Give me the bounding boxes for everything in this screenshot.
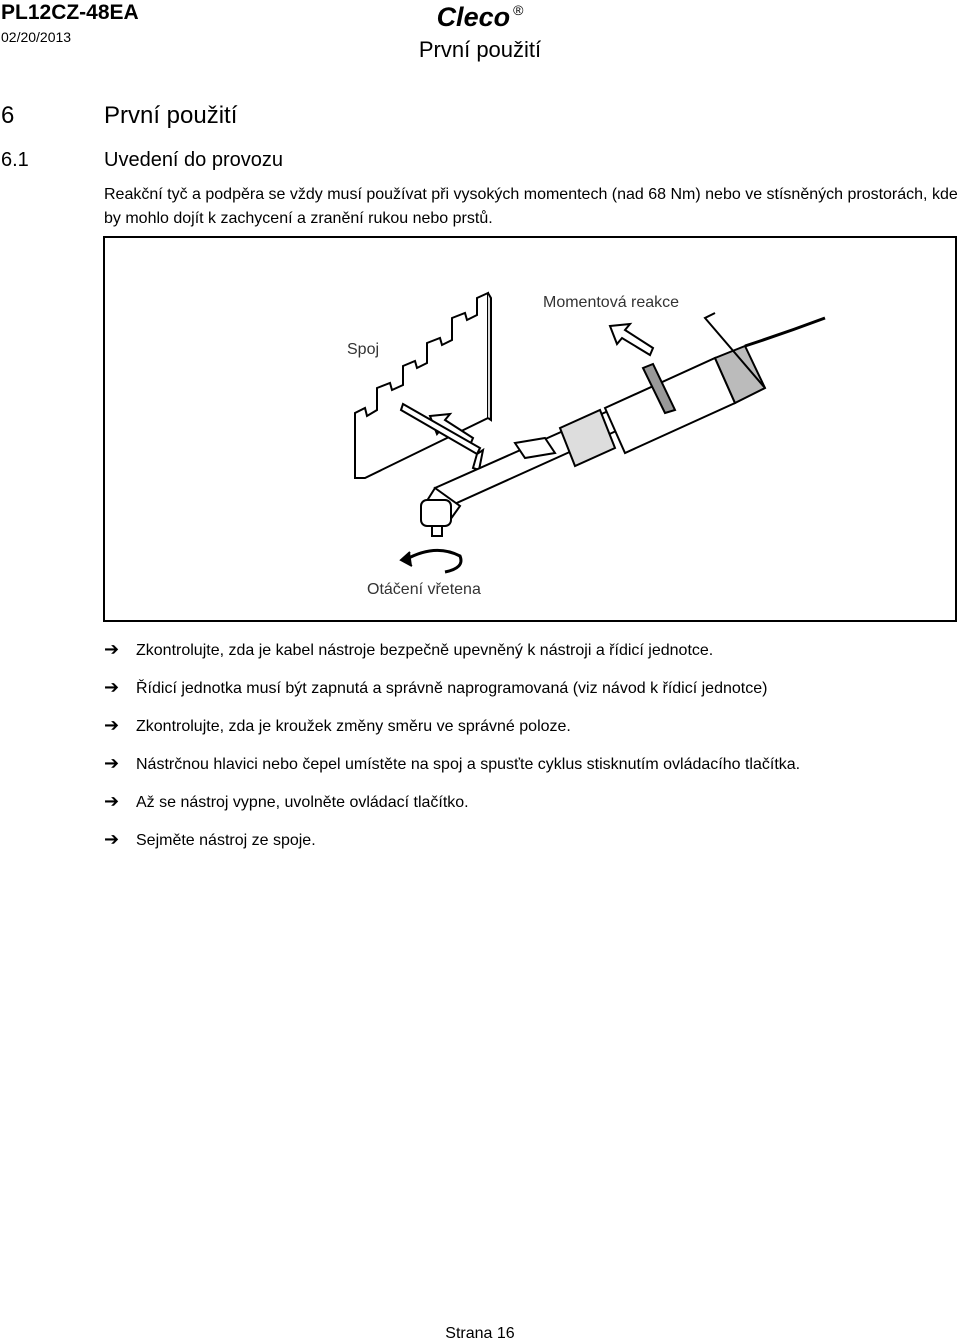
step-item [104, 753, 800, 775]
tool-cable [745, 318, 825, 346]
arrow-right-icon: ➔ [104, 677, 120, 697]
document-date: 02/20/2013 [1, 29, 72, 45]
step-item [104, 791, 469, 813]
label-joint: Spoj [347, 341, 380, 358]
brand-logo [0, 2, 960, 33]
brand-name: Cleco [436, 2, 511, 32]
spindle-rotation-arrow-icon [401, 550, 461, 572]
step-text: Až se nástroj vypne, uvolněte ovládací tlačítko. [136, 794, 469, 811]
label-torque-reaction: Momentová reakce [543, 294, 680, 311]
arrow-right-icon: ➔ [104, 639, 120, 659]
step-text: Řídicí jednotka musí být zapnutá a správně naprogramovaná (viz návod k řídicí jednotce) [136, 680, 768, 697]
heading1-number: 6 [1, 102, 15, 129]
step-item [104, 639, 713, 661]
arrow-right-icon: ➔ [104, 753, 120, 773]
step-text: Zkontrolujte, zda je kabel nástroje bezpečně upevněný k nástroji a řídicí jednotce. [136, 642, 714, 659]
document-code: PL12CZ-48EA [1, 1, 139, 24]
step-item [104, 829, 316, 851]
arrow-right-icon: ➔ [104, 829, 120, 849]
arrow-right-icon: ➔ [104, 715, 120, 735]
intro-paragraph: Reakční tyč a podpěra se vždy musí používat při vysokých momentech (nad 68 Nm) nebo ve stísněných prostorách, kde by mohlo dojít k zachycení a zranění rukou nebo prstů. [104, 186, 958, 227]
header-section-title: První použití [418, 37, 542, 62]
heading2-title: Uvedení do provozu [104, 149, 284, 171]
page-number: Strana 16 [445, 1325, 515, 1342]
heading1-title: První použití [104, 102, 238, 129]
step-text: Zkontrolujte, zda je kroužek změny směru ve správné poloze. [136, 718, 571, 735]
step-text: Nástrčnou hlavici nebo čepel umístěte na spoj a spusťte cyklus stisknutím ovládacího tlačítka. [136, 756, 801, 773]
step-item [104, 715, 571, 737]
heading2-number: 6.1 [1, 149, 29, 171]
tool-figure [103, 236, 957, 622]
label-spindle-rotation: Otáčení vřetena [367, 581, 481, 598]
registered-mark: ® [513, 2, 524, 18]
step-text: Sejměte nástroj ze spoje. [136, 832, 316, 849]
step-item [104, 677, 767, 699]
arrow-right-icon: ➔ [104, 791, 120, 811]
tool-illustration [105, 238, 955, 620]
